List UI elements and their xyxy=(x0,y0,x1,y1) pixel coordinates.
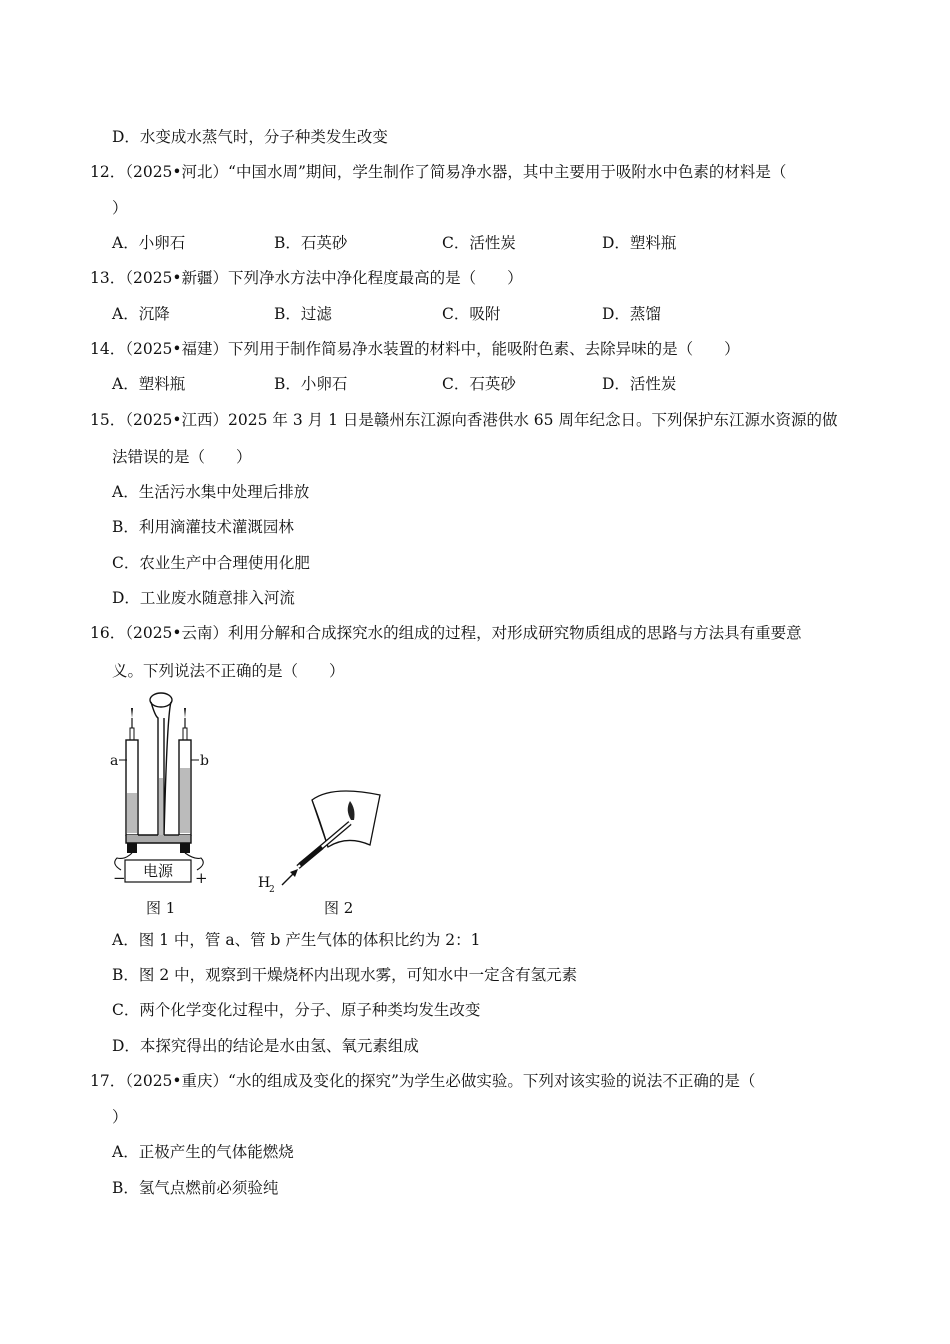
q16-option-c: C．两个化学变化过程中，分子、原子种类均发生改变 xyxy=(112,1001,481,1019)
figure1-minus-sign: − xyxy=(113,869,126,887)
q12-option-c: C．活性炭 xyxy=(442,234,516,252)
q15-stem-line1: 15．（2025•江西）2025 年 3 月 1 日是赣州东江源向香港供水 65 周年纪念日。下列保护东江源水资源的做 xyxy=(90,411,838,429)
q13-option-b: B．过滤 xyxy=(274,305,332,323)
q14-option-d: D．活性炭 xyxy=(602,375,677,393)
q12-option-a: A．小卵石 xyxy=(112,234,186,252)
q16-stem-line2: 义。下列说法不正确的是（ ） xyxy=(112,662,345,680)
figure2-caption: 图 2 xyxy=(324,899,354,917)
q15-stem-line2: 法错误的是（ ） xyxy=(112,448,252,466)
figure1-plus-sign: + xyxy=(195,869,208,887)
figure1-caption: 图 1 xyxy=(146,899,176,917)
q16-option-b: B．图 2 中，观察到干燥烧杯内出现水雾，可知水中一定含有氢元素 xyxy=(112,966,578,984)
q17-option-a: A．正极产生的气体能燃烧 xyxy=(112,1143,294,1161)
q15-option-c: C．农业生产中合理使用化肥 xyxy=(112,554,310,572)
q17-stem-line2: ） xyxy=(112,1108,128,1126)
q14-stem: 14．（2025•福建）下列用于制作简易净水装置的材料中，能吸附色素、去除异味的是（ ） xyxy=(90,340,740,358)
q13-option-c: C．吸附 xyxy=(442,305,501,323)
q16-stem-line1: 16．（2025•云南）利用分解和合成探究水的组成的过程，对形成研究物质组成的思路与方法具有重要意 xyxy=(90,624,802,642)
figure1-electrolysis-apparatus xyxy=(105,688,225,888)
figure2-gas-subscript: 2 xyxy=(269,885,275,895)
q12-option-d: D．塑料瓶 xyxy=(602,234,677,252)
figure1-label-a: a xyxy=(110,753,119,769)
q14-option-b: B．小卵石 xyxy=(274,375,348,393)
figure2-gas-label: H xyxy=(258,875,271,891)
q16-option-d: D．本探究得出的结论是水由氢、氧元素组成 xyxy=(112,1037,419,1055)
figure2-hydrogen-burning xyxy=(252,775,392,895)
figure1-power-label: 电源 xyxy=(142,862,174,880)
q15-option-b: B．利用滴灌技术灌溉园林 xyxy=(112,518,294,536)
q13-option-a: A．沉降 xyxy=(112,305,170,323)
q13-stem: 13．（2025•新疆）下列净水方法中净化程度最高的是（ ） xyxy=(90,269,523,287)
q15-option-d: D．工业废水随意排入河流 xyxy=(112,589,295,607)
q12-option-b: B．石英砂 xyxy=(274,234,348,252)
figure1-label-b: b xyxy=(200,753,209,769)
q14-options xyxy=(112,374,872,394)
q13-option-d: D．蒸馏 xyxy=(602,305,661,323)
q15-option-a: A．生活污水集中处理后排放 xyxy=(112,483,310,501)
q17-option-b: B．氢气点燃前必须验纯 xyxy=(112,1179,279,1197)
q14-option-c: C．石英砂 xyxy=(442,375,516,393)
q13-options xyxy=(112,304,872,324)
q11-option-d: D．水变成水蒸气时，分子种类发生改变 xyxy=(112,128,388,146)
q17-stem-line1: 17．（2025•重庆）“水的组成及变化的探究”为学生必做实验。下列对该实验的说法不正确的是（ xyxy=(90,1072,756,1090)
q12-stem-line1: 12．（2025•河北）“中国水周”期间，学生制作了简易净水器，其中主要用于吸附水中色素的材料是（ xyxy=(90,163,787,181)
q14-option-a: A．塑料瓶 xyxy=(112,375,186,393)
q16-option-a: A．图 1 中，管 a、管 b 产生气体的体积比约为 2：1 xyxy=(112,931,481,949)
q12-stem-line2: ） xyxy=(112,199,128,217)
q12-options xyxy=(112,233,872,253)
